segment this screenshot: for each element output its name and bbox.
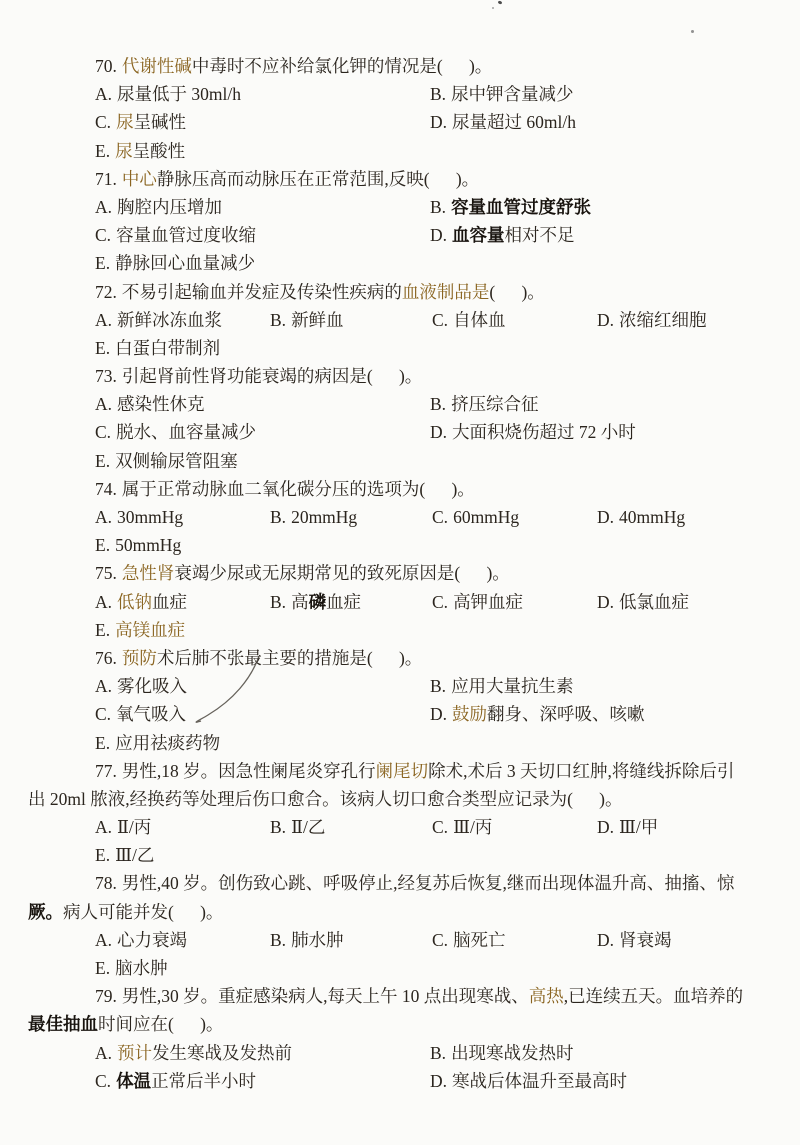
question-block: [0, 559, 800, 644]
option-text: Ⅲ/乙: [115, 845, 155, 866]
option-item: [95, 531, 430, 559]
option-item: [432, 503, 597, 531]
heavy-ink-text: 厥。: [28, 901, 63, 922]
option-item: [95, 249, 430, 277]
option-label: C.: [95, 704, 112, 725]
option-label: D.: [597, 507, 615, 527]
stem-text: 出 20ml 脓液,经换药等处理后伤口愈合。该病人切口愈合类型应记录为( )。: [28, 788, 623, 809]
option-item: [597, 813, 658, 841]
question-block: [0, 475, 800, 560]
option-text: 白蛋白带制剂: [115, 337, 221, 358]
option-row: [0, 80, 800, 108]
option-text: 静脉回心血量减少: [115, 253, 256, 274]
option-text: 血容量相对不足: [452, 225, 575, 246]
option-text: 挤压综合征: [451, 394, 539, 415]
option-text: 应用大量抗生素: [451, 676, 574, 697]
heavy-ink-text: 最佳抽血: [28, 1014, 98, 1035]
option-label: E.: [95, 337, 111, 358]
option-text: 感染性休克: [117, 394, 205, 415]
brown-tinted-text: 中心: [121, 168, 157, 189]
brown-tinted-text: 急性肾: [121, 563, 175, 584]
question-number: 76.: [95, 647, 117, 668]
option-item: [95, 672, 430, 700]
option-item: [432, 813, 597, 841]
option-text: 寒战后体温升至最高时: [452, 1070, 628, 1091]
option-item: [95, 700, 430, 728]
option-label: D.: [597, 309, 615, 330]
option-item: [430, 418, 636, 446]
option-row: [0, 672, 800, 700]
option-label: A.: [95, 929, 113, 950]
option-text: 脱水、血容量减少: [116, 422, 257, 443]
stem-text: 引起肾前性肾功能衰竭的病因是( )。: [121, 366, 423, 387]
option-text: 新鲜血: [291, 309, 344, 330]
question-stem-continued: [0, 785, 800, 813]
option-text: 双侧输尿管阻塞: [115, 450, 238, 471]
question-number: 73.: [95, 366, 117, 387]
option-item: [597, 588, 689, 616]
option-text: 容量血管过度收缩: [116, 225, 257, 246]
option-label: A.: [95, 196, 113, 217]
question-number: 71.: [95, 168, 117, 189]
question-stem: [0, 278, 800, 306]
question-number: 75.: [95, 563, 117, 584]
option-item: [95, 503, 270, 531]
heavy-ink-text: 容量血管过度舒张: [451, 196, 592, 217]
brown-tinted-text: 阑尾切: [375, 760, 429, 781]
option-label: E.: [95, 845, 111, 866]
option-item: [430, 700, 645, 728]
option-label: A.: [95, 507, 113, 527]
option-label: B.: [430, 676, 447, 697]
option-text: Ⅱ/丙: [117, 817, 152, 838]
option-text: 浓缩红细胞: [619, 309, 707, 330]
option-text: [451, 197, 591, 217]
question-stem: [0, 644, 800, 672]
brown-tinted-text: 血液制品是: [401, 281, 490, 302]
question-stem-continued: [0, 1010, 800, 1038]
question-stem: [0, 757, 800, 785]
option-row: [0, 841, 800, 869]
option-item: [270, 306, 432, 334]
option-text: 低钠血症: [117, 591, 188, 612]
option-item: [95, 108, 430, 136]
option-item: [430, 193, 591, 221]
stem-text: 不易引起输血并发症及传染性疾病的血液制品是( )。: [121, 281, 545, 302]
option-label: E.: [95, 140, 111, 161]
brown-tinted-text: 代谢性碱: [121, 56, 192, 76]
option-label: D.: [597, 591, 615, 612]
option-row: [0, 1039, 800, 1067]
option-label: B.: [430, 1042, 447, 1063]
option-row: [0, 447, 800, 475]
question-stem: [0, 52, 800, 80]
option-label: C.: [95, 422, 112, 443]
option-item: [432, 926, 597, 954]
question-block: [0, 982, 800, 1095]
option-text: 新鲜冰冻血浆: [117, 309, 223, 330]
option-text: 尿量低于 30ml/h: [117, 84, 241, 105]
option-row: [0, 926, 800, 954]
option-row: [0, 700, 800, 728]
option-item: [95, 926, 270, 954]
stem-text: 预防术后肺不张最主要的措施是( )。: [121, 647, 423, 668]
stem-text: 男性,30 岁。重症感染病人,每天上午 10 点出现寒战、高热,已连续五天。血培养的: [121, 986, 744, 1007]
option-text: 应用祛痰药物: [115, 732, 221, 753]
stem-text: 男性,40 岁。创伤致心跳、呼吸停止,经复苏后恢复,继而出现体温升高、抽搐、惊: [121, 873, 735, 894]
option-row: [0, 616, 800, 644]
option-row: [0, 531, 800, 559]
option-item: [95, 588, 270, 616]
option-text: 胸腔内压增加: [117, 196, 223, 217]
option-row: [0, 729, 800, 757]
question-block: [0, 52, 800, 165]
stem-text: 厥。病人可能并发( )。: [28, 901, 224, 922]
option-row: [0, 503, 800, 531]
option-row: [0, 108, 800, 136]
option-text: 氧气吸入: [116, 704, 187, 725]
option-label: A.: [95, 591, 113, 612]
option-label: D.: [430, 704, 448, 725]
option-label: D.: [597, 929, 615, 950]
option-label: B.: [270, 929, 287, 950]
option-item: [95, 729, 430, 757]
scan-speck: [492, 7, 494, 9]
brown-tinted-text: 高镁血症: [115, 619, 186, 640]
option-label: A.: [95, 309, 113, 330]
option-label: E.: [95, 450, 111, 471]
brown-tinted-text: 尿: [115, 140, 133, 161]
option-item: [95, 390, 430, 418]
option-text: 出现寒战发热时: [451, 1042, 574, 1063]
option-text: 40mmHg: [619, 507, 686, 527]
option-item: [95, 80, 430, 108]
option-label: E.: [95, 732, 111, 753]
option-text: 心力衰竭: [117, 929, 188, 950]
question-stem: [0, 869, 800, 897]
option-row: [0, 954, 800, 982]
option-row: [0, 813, 800, 841]
option-label: E.: [95, 958, 111, 978]
option-item: [270, 588, 432, 616]
option-item: [95, 954, 430, 982]
option-label: B.: [270, 817, 287, 838]
option-item: [95, 1067, 430, 1095]
option-row: [0, 1067, 800, 1095]
option-label: C.: [432, 591, 449, 612]
question-stem: [0, 475, 800, 503]
option-text: 50mmHg: [115, 535, 182, 556]
option-row: [0, 588, 800, 616]
option-text: 尿呈碱性: [116, 112, 187, 133]
heavy-ink-text: 磷: [308, 591, 327, 612]
option-item: [597, 926, 672, 954]
option-label: B.: [270, 507, 287, 527]
option-label: D.: [430, 422, 448, 443]
option-label: E.: [95, 253, 111, 274]
option-item: [430, 390, 539, 418]
option-label: D.: [430, 1070, 448, 1091]
question-block: [0, 644, 800, 757]
option-item: [430, 108, 576, 136]
option-text: 20mmHg: [291, 507, 358, 527]
scan-speck: [691, 30, 694, 33]
heavy-ink-text: 体温: [116, 1070, 152, 1091]
stem-text: 属于正常动脉血二氧化碳分压的选项为( )。: [121, 478, 475, 499]
option-item: [95, 841, 430, 869]
option-row: [0, 221, 800, 249]
option-item: [95, 334, 430, 362]
option-label: A.: [95, 1042, 113, 1063]
brown-tinted-text: 低钠: [117, 591, 153, 612]
question-number: 78.: [95, 873, 117, 894]
option-item: [430, 221, 575, 249]
option-label: B.: [270, 309, 287, 330]
option-item: [597, 306, 707, 334]
brown-tinted-text: 鼓励: [452, 704, 488, 725]
option-text: 脑死亡: [453, 929, 506, 950]
option-row: [0, 418, 800, 446]
option-label: D.: [430, 112, 448, 133]
option-text: 肺水肿: [291, 929, 344, 950]
option-label: C.: [95, 225, 112, 246]
option-label: B.: [430, 196, 447, 217]
question-block: [0, 165, 800, 278]
option-item: [430, 672, 574, 700]
option-text: 鼓励翻身、深呼吸、咳嗽: [452, 704, 645, 725]
option-item: [430, 1039, 574, 1067]
question-block: [0, 362, 800, 475]
option-label: C.: [95, 112, 112, 133]
option-item: [95, 193, 430, 221]
brown-tinted-text: 预防: [121, 647, 157, 668]
option-label: D.: [597, 817, 615, 838]
option-item: [95, 418, 430, 446]
stem-text: 男性,18 岁。因急性阑尾炎穿孔行阑尾切除术,术后 3 天切口红肿,将缝线拆除后引: [121, 760, 735, 781]
question-number: 72.: [95, 281, 117, 302]
option-label: B.: [270, 591, 287, 612]
question-stem: [0, 362, 800, 390]
option-text: 低氯血症: [619, 591, 690, 612]
stem-text: 最佳抽血时间应在( )。: [28, 1014, 224, 1035]
question-stem: [0, 982, 800, 1010]
option-item: [95, 137, 430, 165]
question-stem-continued: [0, 898, 800, 926]
question-stem: [0, 165, 800, 193]
option-row: [0, 306, 800, 334]
option-item: [95, 221, 430, 249]
option-text: Ⅲ/甲: [619, 817, 659, 838]
option-item: [95, 306, 270, 334]
option-label: C.: [432, 929, 449, 950]
option-item: [270, 503, 432, 531]
option-item: [432, 588, 597, 616]
option-text: 雾化吸入: [117, 676, 188, 697]
question-number: 70.: [95, 56, 117, 76]
brown-tinted-text: 高热: [528, 986, 564, 1007]
option-label: D.: [430, 225, 448, 246]
option-text: 高磷血症: [291, 591, 362, 612]
option-row: [0, 193, 800, 221]
stem-text: 急性肾衰竭少尿或无尿期常见的致死原因是( )。: [121, 563, 510, 584]
option-row: [0, 334, 800, 362]
question-stem: [0, 559, 800, 587]
option-text: 尿量超过 60ml/h: [452, 112, 576, 133]
option-text: 高钾血症: [453, 591, 524, 612]
option-label: C.: [432, 309, 449, 330]
option-label: C.: [432, 507, 449, 527]
option-item: [430, 1067, 627, 1095]
option-item: [95, 813, 270, 841]
question-number: 77.: [95, 760, 117, 781]
option-row: [0, 137, 800, 165]
question-block: [0, 869, 800, 982]
option-label: A.: [95, 817, 113, 838]
option-label: B.: [430, 394, 447, 415]
option-item: [95, 1039, 430, 1067]
option-text: 自体血: [453, 309, 506, 330]
question-block: [0, 278, 800, 363]
option-label: A.: [95, 84, 113, 105]
option-label: B.: [430, 84, 447, 105]
option-label: C.: [95, 1070, 112, 1091]
question-number: 74.: [95, 478, 117, 499]
option-text: Ⅱ/乙: [291, 817, 326, 838]
option-text: 预计发生寒战及发热前: [117, 1042, 293, 1063]
option-item: [270, 926, 432, 954]
question-block: [0, 757, 800, 870]
stem-text: 中心静脉压高而动脉压在正常范围,反映( )。: [121, 168, 480, 189]
option-item: [432, 306, 597, 334]
brown-tinted-text: 尿: [116, 112, 134, 133]
question-number: 79.: [95, 986, 117, 1007]
option-text: 脑水肿: [115, 958, 168, 978]
stem-text: 代谢性碱中毒时不应补给氯化钾的情况是( )。: [121, 56, 493, 76]
option-text: 尿呈酸性: [115, 140, 186, 161]
option-row: [0, 390, 800, 418]
option-text: [115, 620, 185, 640]
option-label: E.: [95, 619, 111, 640]
brown-tinted-text: 预计: [117, 1042, 153, 1063]
option-label: C.: [432, 817, 449, 838]
option-text: 肾衰竭: [619, 929, 672, 950]
option-item: [597, 503, 685, 531]
option-item: [430, 80, 574, 108]
option-text: 30mmHg: [117, 507, 184, 527]
option-label: A.: [95, 394, 113, 415]
option-item: [270, 813, 432, 841]
option-label: E.: [95, 535, 111, 556]
heavy-ink-text: 血容量: [452, 225, 505, 246]
option-text: 体温正常后半小时: [116, 1070, 257, 1091]
option-item: [95, 616, 430, 644]
option-row: [0, 249, 800, 277]
option-text: Ⅲ/丙: [453, 817, 493, 838]
option-label: A.: [95, 676, 113, 697]
option-item: [95, 447, 430, 475]
option-text: 尿中钾含量减少: [451, 84, 574, 105]
option-text: 大面积烧伤超过 72 小时: [452, 422, 636, 443]
option-text: 60mmHg: [453, 507, 520, 527]
